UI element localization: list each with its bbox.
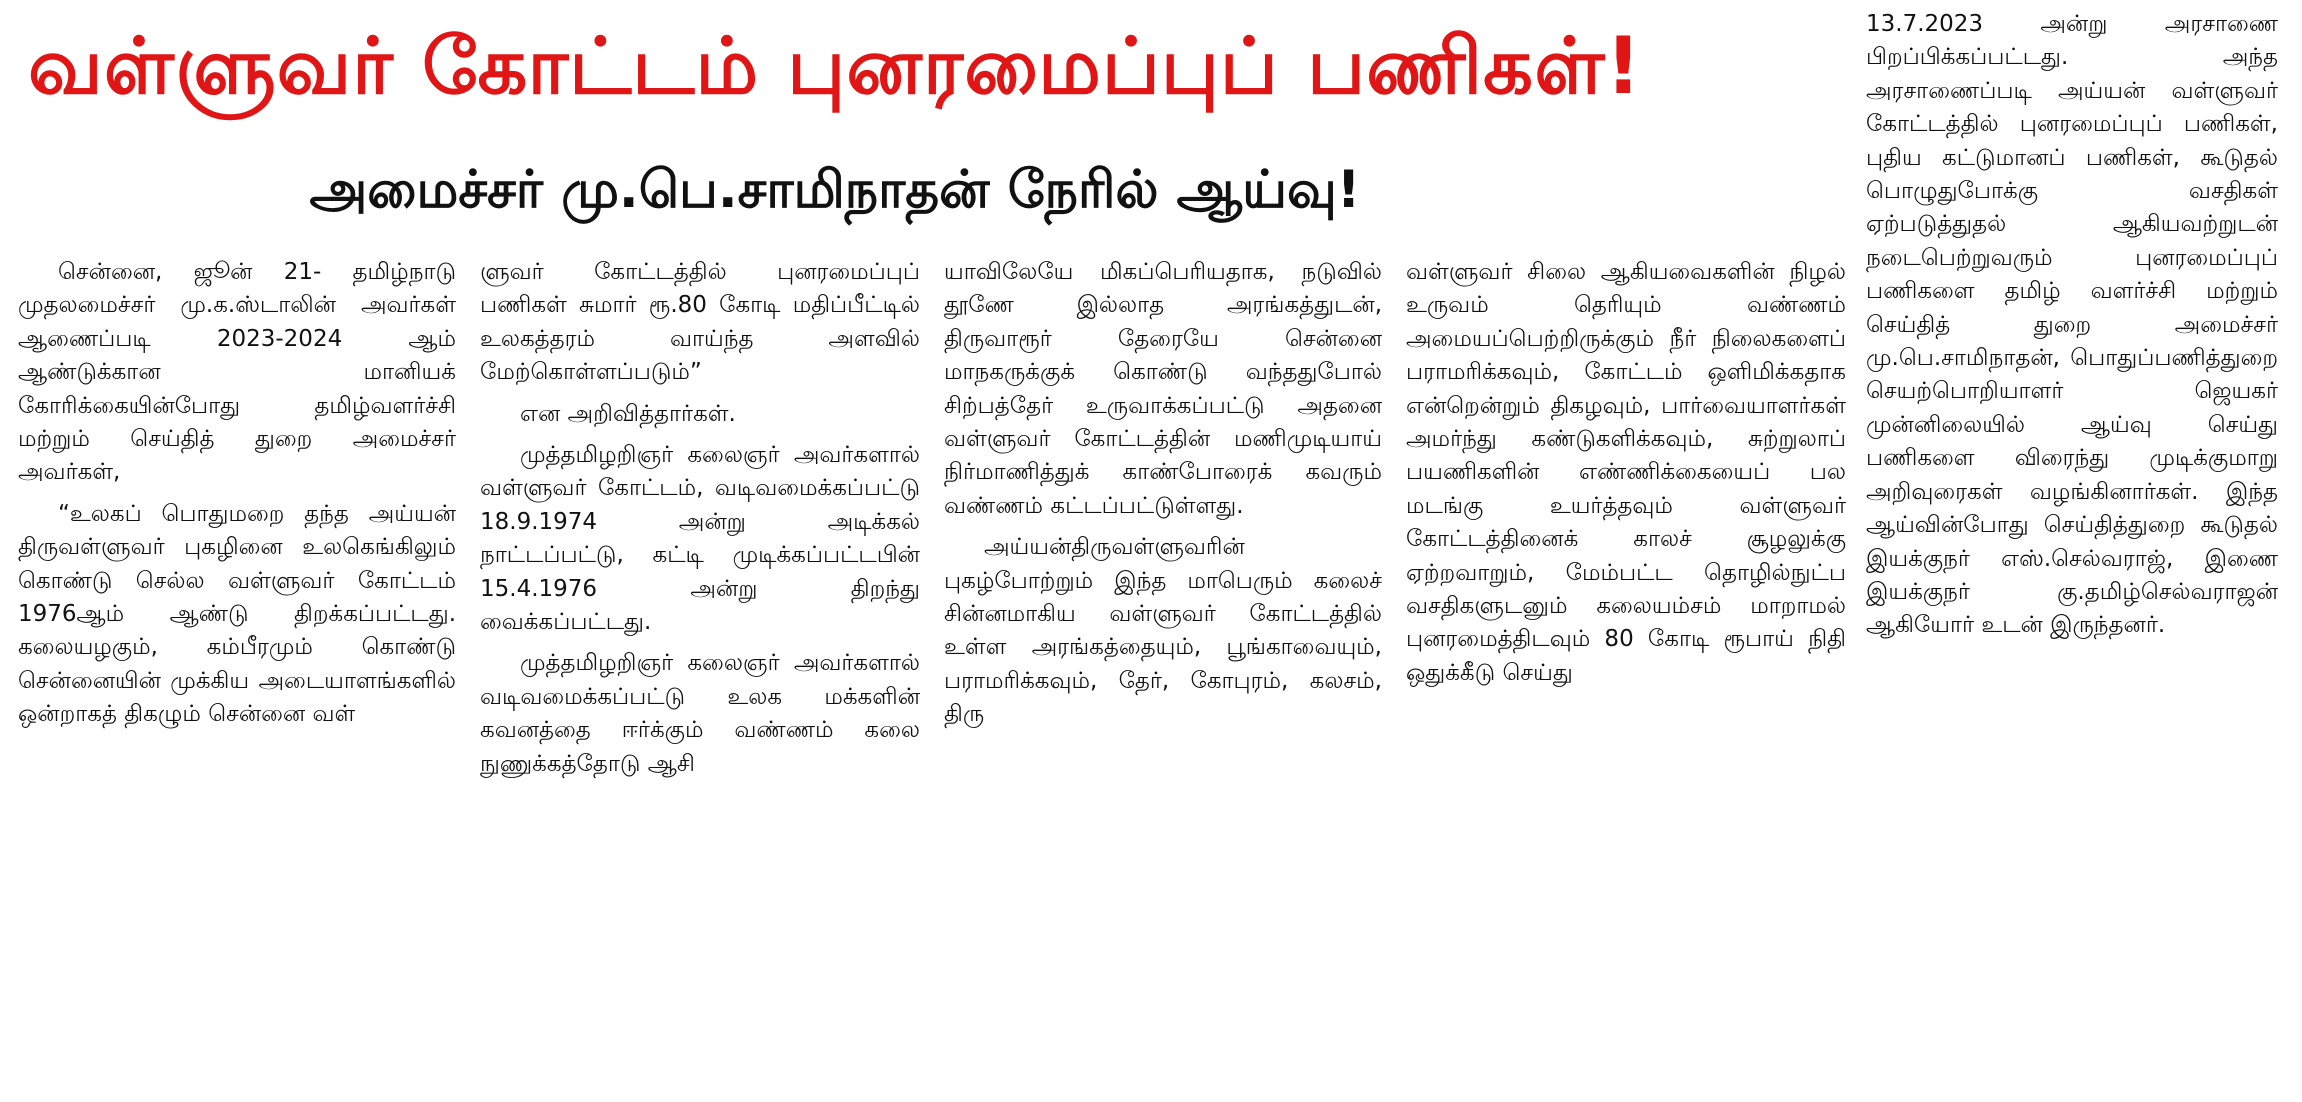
paragraph: யாவிலேயே மிகப்பெரியதாக, நடுவில் தூணே இல்லாத அரங்கத்துடன், திருவாரூர் தேரையே சென்னை மாநகருக்குக் கொண்டு வந்ததுபோல் சிற்பத்தேர் உருவாக்கப்பட்டு அதனை வள்ளுவர் கோட்டத்தின் மணிமுடியாய் நிர்மாணித்துக் காண்போரைக் கவரும் வண்ணம் கட்டப்பட்டுள்ளது. — [944, 259, 1382, 519]
headline: வள்ளுவர் கோட்டம் புனரமைப்புப் பணிகள்! — [27, 22, 1643, 112]
paragraph: முத்தமிழறிஞர் கலைஞர் அவர்களால் வடிவமைக்கப்பட்டு உலக மக்களின் கவனத்தை ஈர்க்கும் வண்ணம் கலை நுணுக்கத்தோடு ஆசி — [480, 650, 920, 777]
article-column-3 — [944, 256, 1382, 1096]
paragraph: முத்தமிழறிஞர் கலைஞர் அவர்களால் வள்ளுவர் கோட்டம், வடிவமைக்கப்பட்டு 18.9.1974 அன்று அடிக்கல் நாட்டப்பட்டு, கட்டி முடிக்கப்பட்டபின் 15.4.1976 அன்று திறந்து வைக்கப்பட்டது. — [480, 442, 920, 636]
paragraph: என அறிவித்தார்கள். — [520, 400, 736, 427]
paragraph: ளுவர் கோட்டத்தில் புனரமைப்புப் பணிகள் சுமார் ரூ.80 கோடி மதிப்பீட்டில் உலகத்தரம் வாய்ந்த அளவில் மேற்கொள்ளப்படும்” — [480, 259, 920, 386]
article-column-5 — [1866, 8, 2278, 1098]
paragraph: வள்ளுவர் சிலை ஆகியவைகளின் நிழல் உருவம் தெரியும் வண்ணம் அமையப்பெற்றிருக்கும் நீர் நிலைகளைப் பராமரிக்கவும், கோட்டம் ஒளிமிக்கதாக என்றென்றும் திகழவும், பார்வையாளர்கள் அமர்ந்து கண்டுகளிக்கவும், சுற்றுலாப் பயணிகளின் எண்ணிக்கையைப் பல மடங்கு உயர்த்தவும் வள்ளுவர் கோட்டத்தினைக் காலச் சூழலுக்கு ஏற்றவாறும், மேம்பட்ட தொழில்நுட்ப வசதிகளுடனும் கலையம்சம் மாறாமல் புனரமைத்திடவும் 80 கோடி ரூபாய் நிதி ஒதுக்கீடு செய்து — [1406, 259, 1846, 686]
article-column-2 — [480, 256, 920, 1096]
article-column-1 — [18, 256, 456, 1096]
paragraph: “உலகப் பொதுமறை தந்த அய்யன் திருவள்ளுவர் புகழினை உலகெங்கிலும் கொண்டு செல்ல வள்ளுவர் கோட்டம் 1976ஆம் ஆண்டு திறக்கப்பட்டது. கலையழகும், கம்பீரமும் கொண்டு சென்னையின் முக்கிய அடையாளங்களில் ஒன்றாகத் திகழும் சென்னை வள் — [18, 500, 456, 728]
paragraph: 13.7.2023 அன்று அரசாணை பிறப்பிக்கப்பட்டது. அந்த அரசாணைப்படி அய்யன் வள்ளுவர் கோட்டத்தில் புனரமைப்புப் பணிகள், புதிய கட்டுமானப் பணிகள், கூடுதல் பொழுதுபோக்கு வசதிகள் ஏற்படுத்துதல் ஆகியவற்றுடன் நடைபெற்றுவரும் புனரமைப்புப் பணிகளை தமிழ் வளர்ச்சி மற்றும் செய்தித் துறை அமைச்சர் மு.பெ.சாமிநாதன், பொதுப்பணித்துறை செயற்பொறியாளர் ஜெயகர் முன்னிலையில் ஆய்வு செய்து பணிகளை விரைந்து முடிக்குமாறு அறிவுரைகள் வழங்கினார்கள். இந்த ஆய்வின்போது செய்தித்துறை கூடுதல் இயக்குநர் எஸ்.செல்வராஜ், இணை இயக்குநர் கு.தமிழ்செல்வராஜன் ஆகியோர் உடன் இருந்தனர். — [1866, 11, 2278, 639]
subheadline: அமைச்சர் மு.பெ.சாமிநாதன் நேரில் ஆய்வு! — [309, 160, 1361, 220]
paragraph: அய்யன்திருவள்ளுவரின் புகழ்போற்றும் இந்த மாபெரும் கலைச் சின்னமாகிய வள்ளுவர் கோட்டத்தில் உள்ள அரங்கத்தையும், பூங்காவையும், பராமரிக்கவும், தேர், கோபுரம், கலசம், திரு — [944, 534, 1382, 728]
paragraph: சென்னை, ஜூன் 21- தமிழ்நாடு முதலமைச்சர் மு.க.ஸ்டாலின் அவர்கள் ஆணைப்படி 2023-2024 ஆம் ஆண்டுக்கான மானியக் கோரிக்கையின்போது தமிழ்வளர்ச்சி மற்றும் செய்தித் துறை அமைச்சர் அவர்கள், — [18, 259, 456, 486]
article-column-4 — [1406, 256, 1846, 1096]
